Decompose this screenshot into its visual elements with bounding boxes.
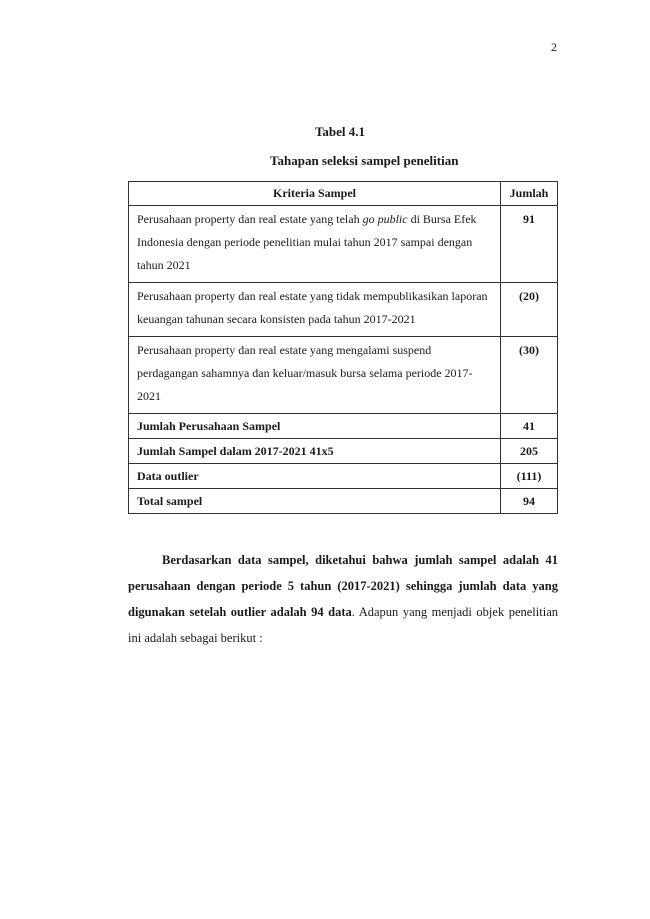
count-cell: 91: [501, 206, 558, 283]
criteria-cell: [129, 206, 501, 283]
header-criteria: Kriteria Sampel: [129, 182, 501, 206]
summary-label: Jumlah Perusahaan Sampel: [129, 414, 501, 439]
table-header-row: [129, 182, 558, 206]
paragraph-bold-text: Berdasarkan data sampel, diketahui bahwa jumlah sampel adalah 41 perusahaan dengan periode 5 tahun (2017-2021) sehingga jumlah data yang digunakan setelah outlier adalah 94 data: [128, 553, 558, 619]
table-row: [129, 206, 558, 283]
count-cell: (30): [501, 337, 558, 414]
paragraph-text: . Adapun yang menjadi objek penelitian ini adalah sebagai berikut :: [128, 605, 558, 645]
summary-label: Total sampel: [129, 489, 501, 514]
summary-label: Jumlah Sampel dalam 2017-2021 41x5: [129, 439, 501, 464]
count-cell: (20): [501, 283, 558, 337]
summary-value: 41: [501, 414, 558, 439]
criteria-cell: Perusahaan property dan real estate yang tidak mempublikasikan laporan keuangan tahunan secara konsisten pada tahun 2017-2021: [129, 283, 501, 337]
table-row: [129, 283, 558, 337]
criteria-text: Perusahaan property dan real estate yang telah: [137, 212, 363, 226]
summary-row: [129, 489, 558, 514]
table-title: Tabel 4.1: [314, 124, 366, 139]
summary-label: Data outlier: [129, 464, 501, 489]
summary-row: [129, 414, 558, 439]
summary-value: (111): [501, 464, 558, 489]
criteria-italic-text: go public: [362, 212, 408, 226]
page-number: 2: [551, 40, 557, 54]
criteria-cell: Perusahaan property dan real estate yang mengalami suspend perdagangan sahamnya dan keluar/masuk bursa selama periode 2017-2021: [129, 337, 501, 414]
body-paragraph: [128, 547, 558, 651]
sample-selection-table: [128, 181, 558, 514]
summary-value: 205: [501, 439, 558, 464]
summary-row: [129, 439, 558, 464]
table-row: [129, 337, 558, 414]
table-subtitle: Tahapan seleksi sampel penelitian: [270, 153, 459, 168]
summary-value: 94: [501, 489, 558, 514]
summary-row: [129, 464, 558, 489]
criteria-text: di Bursa Efek Indonesia dengan periode penelitian mulai tahun 2017 sampai dengan tahun 2021: [137, 212, 477, 272]
header-count: Jumlah: [501, 182, 558, 206]
